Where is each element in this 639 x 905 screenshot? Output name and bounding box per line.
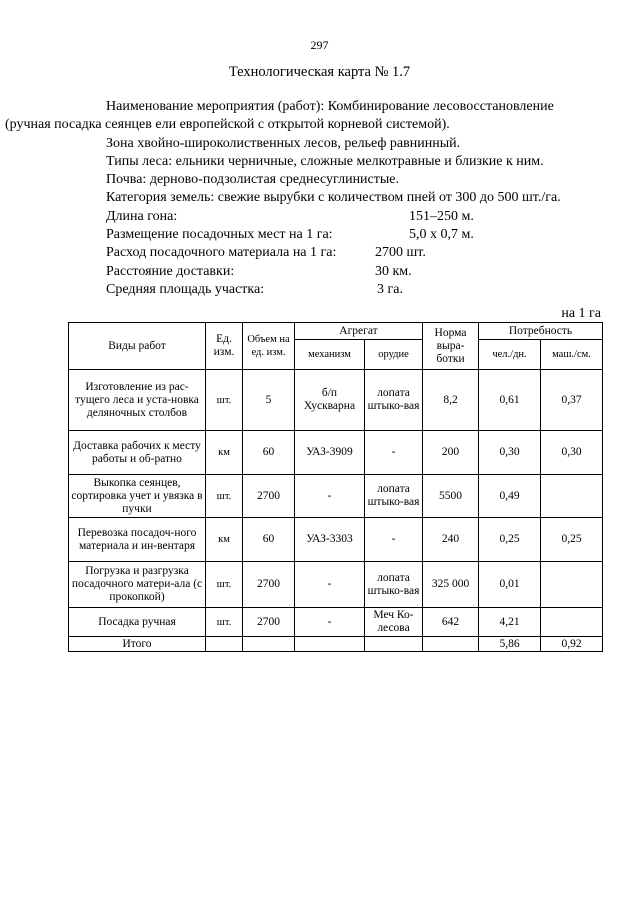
cell-machine-shifts: 0,30 <box>541 431 603 475</box>
table-row <box>69 475 603 518</box>
activity-line-2: (ручная посадка сеянцев ели европейской с открытой корневой системой). <box>5 117 450 133</box>
table-row <box>69 518 603 562</box>
cell-empty <box>365 637 423 652</box>
cell-total-label: Итого <box>69 637 206 652</box>
header-man-days: чел./дн. <box>479 340 541 370</box>
cell-unit: шт. <box>206 608 243 637</box>
cell-tool: - <box>365 518 423 562</box>
cell-unit: км <box>206 518 243 562</box>
param-value: 2700 шт. <box>375 245 426 261</box>
header-volume: Объем на ед. изм. <box>243 323 295 370</box>
cell-man-days: 0,25 <box>479 518 541 562</box>
cell-work: Погрузка и разгрузка посадочного матери-ала (с прокопкой) <box>69 562 206 608</box>
cell-norm: 5500 <box>423 475 479 518</box>
zone-line: Зона хвойно-широколиственных лесов, рельеф равнинный. <box>106 135 461 151</box>
param-row <box>64 208 604 226</box>
param-label: Длина гона: <box>106 208 178 224</box>
cell-empty <box>295 637 365 652</box>
cell-empty <box>206 637 243 652</box>
param-label: Размещение посадочных мест на 1 га: <box>106 227 333 243</box>
header-unit: Ед. изм. <box>206 323 243 370</box>
cell-norm: 200 <box>423 431 479 475</box>
cell-volume: 60 <box>243 431 295 475</box>
param-value: 3 га. <box>377 281 403 297</box>
work-table <box>68 322 603 652</box>
cell-mechanism: б/п Хускварна <box>295 370 365 431</box>
header-mechanism: механизм <box>295 340 365 370</box>
cell-tool: Меч Ко-лесова <box>365 608 423 637</box>
cell-total-machine-shifts: 0,92 <box>541 637 603 652</box>
cell-mechanism: - <box>295 562 365 608</box>
param-value: 5,0 х 0,7 м. <box>409 227 474 243</box>
document-title: Технологическая карта № 1.7 <box>228 64 411 80</box>
param-value: 30 км. <box>375 263 412 279</box>
cell-empty <box>423 637 479 652</box>
param-label: Расстояние доставки: <box>106 263 235 279</box>
cell-machine-shifts <box>541 562 603 608</box>
cell-machine-shifts <box>541 475 603 518</box>
cell-total-man-days: 5,86 <box>479 637 541 652</box>
header-norm: Норма выра-ботки <box>423 323 479 370</box>
cell-man-days: 0,61 <box>479 370 541 431</box>
param-row <box>64 281 604 299</box>
cell-work: Доставка рабочих к месту работы и об-ратно <box>69 431 206 475</box>
page-number: 297 <box>310 38 329 52</box>
cell-empty <box>243 637 295 652</box>
cell-man-days: 0,49 <box>479 475 541 518</box>
cell-machine-shifts: 0,37 <box>541 370 603 431</box>
soil-line: Почва: дерново-подзолистая среднесуглинистые. <box>106 172 400 188</box>
cell-man-days: 0,30 <box>479 431 541 475</box>
header-tool: орудие <box>365 340 423 370</box>
param-row <box>64 226 604 244</box>
cell-machine-shifts <box>541 608 603 637</box>
param-row <box>64 244 604 262</box>
total-row <box>69 637 603 652</box>
cell-volume: 2700 <box>243 562 295 608</box>
cell-norm: 8,2 <box>423 370 479 431</box>
cell-tool: лопата штыко-вая <box>365 475 423 518</box>
activity-line-1: Наименование мероприятия (работ): Комбинирование лесовосстановление <box>106 99 554 114</box>
table-row <box>69 431 603 475</box>
cell-work: Изготовление из рас-тущего леса и уста-новка деляночных столбов <box>69 370 206 431</box>
param-row <box>64 263 604 281</box>
cell-work: Посадка ручная <box>69 608 206 637</box>
header-aggregate: Агрегат <box>295 323 423 340</box>
cell-volume: 60 <box>243 518 295 562</box>
param-label: Средняя площадь участка: <box>106 281 265 297</box>
cell-unit: км <box>206 431 243 475</box>
cell-man-days: 0,01 <box>479 562 541 608</box>
cell-norm: 642 <box>423 608 479 637</box>
table-row <box>69 608 603 637</box>
cell-unit: шт. <box>206 475 243 518</box>
cell-work: Выкопка сеянцев, сортировка учет и увязка в пучки <box>69 475 206 518</box>
cell-mechanism: УАЗ-3909 <box>295 431 365 475</box>
header-machine-shifts: маш./см. <box>541 340 603 370</box>
table-row <box>69 562 603 608</box>
table-row <box>69 370 603 431</box>
cell-mechanism: УАЗ-3303 <box>295 518 365 562</box>
cell-norm: 240 <box>423 518 479 562</box>
param-label: Расход посадочного материала на 1 га: <box>106 245 337 261</box>
cell-mechanism: - <box>295 475 365 518</box>
param-value: 151–250 м. <box>409 208 474 224</box>
forest-types-line: Типы леса: ельники черничные, сложные мелкотравные и близкие к ним. <box>106 153 544 169</box>
intro-section <box>5 98 604 299</box>
cell-work: Перевозка посадоч-ного материала и ин-вентаря <box>69 518 206 562</box>
cell-machine-shifts: 0,25 <box>541 518 603 562</box>
cell-tool: - <box>365 431 423 475</box>
cell-unit: шт. <box>206 562 243 608</box>
cell-man-days: 4,21 <box>479 608 541 637</box>
header-work-types: Виды работ <box>69 323 206 370</box>
cell-volume: 2700 <box>243 608 295 637</box>
cell-tool: лопата штыко-вая <box>365 370 423 431</box>
cell-tool: лопата штыко-вая <box>365 562 423 608</box>
cell-volume: 5 <box>243 370 295 431</box>
cell-volume: 2700 <box>243 475 295 518</box>
unit-label: на 1 га <box>561 306 601 321</box>
cell-norm: 325 000 <box>423 562 479 608</box>
cell-mechanism: - <box>295 608 365 637</box>
cell-unit: шт. <box>206 370 243 431</box>
land-category-line: Категория земель: свежие вырубки с количеством пней от 300 до 500 шт./га. <box>106 190 561 206</box>
header-need: Потребность <box>479 323 603 340</box>
